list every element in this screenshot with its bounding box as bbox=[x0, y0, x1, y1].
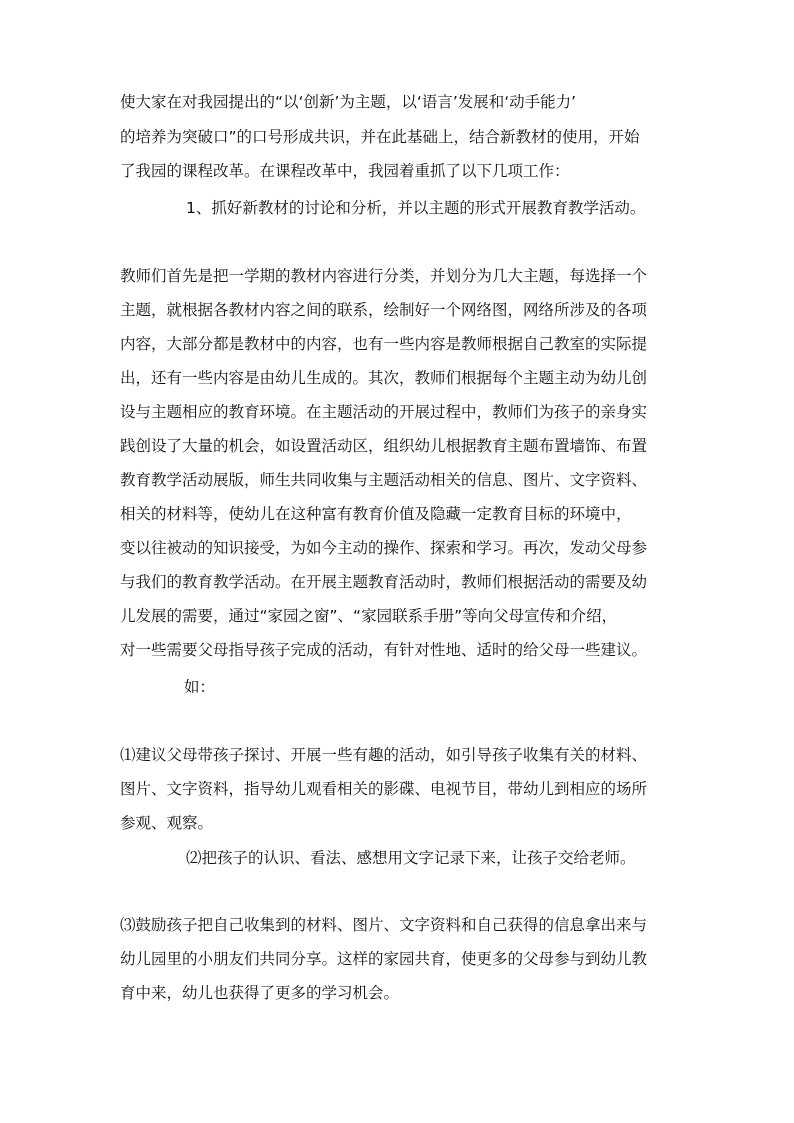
main-line-6: 践创设了大量的机会，如设置活动区，组织幼儿根据教育主题布置墙饰、布置 bbox=[120, 437, 648, 455]
intro-line-2: 的培养为突破口”的口号形成共识，并在此基础上，结合新教材的使用，开始 bbox=[120, 128, 640, 146]
main-line-9: 变以往被动的知识接受，为如今主动的操作、探索和学习。再次，发动父母参 bbox=[120, 539, 648, 557]
main-line-12: 对一些需要父母指导孩子完成的活动，有针对性地、适时的给父母一些建议。 bbox=[120, 641, 648, 659]
main-line-4: 出，还有一些内容是由幼儿生成的。其次，教师们根据每个主题主动为幼儿创 bbox=[120, 369, 648, 387]
main-line-10: 与我们的教育教学活动。在开展主题教育活动时，教师们根据活动的需要及幼 bbox=[120, 573, 648, 591]
point1-line-3: 参观、观察。 bbox=[120, 814, 214, 832]
main-line-11: 儿发展的需要，通过“家园之窗”、“家园联系手册”等向父母宣传和介绍， bbox=[120, 607, 618, 625]
main-line-5: 设与主题相应的教育环境。在主题活动的开展过程中，教师们为孩子的亲身实 bbox=[120, 403, 648, 421]
point3-line-3: 育中来，幼儿也获得了更多的学习机会。 bbox=[120, 984, 400, 1002]
main-line-8: 相关的材料等，使幼儿在这种富有教育价值及隐藏一定教育目标的环境中， bbox=[120, 505, 632, 523]
intro-line-1: 使大家在对我园提出的“以‘创新’为主题，以‘语言’发展和‘动手能力’ bbox=[120, 93, 577, 111]
main-line-3: 内容，大部分都是教材中的内容，也有一些内容是教师根据自己教室的实际提 bbox=[120, 335, 648, 353]
point3-line-1: ⑶鼓励孩子把自己收集到的材料、图片、文字资料和自己获得的信息拿出来与 bbox=[120, 916, 648, 934]
item1-heading: 1、抓好新教材的讨论和分析，并以主题的形式开展教育教学活动。 bbox=[186, 199, 646, 217]
main-line-2: 主题，就根据各教材内容之间的联系，绘制好一个网络图，网络所涉及的各项 bbox=[120, 301, 648, 319]
point1-line-1: ⑴建议父母带孩子探讨、开展一些有趣的活动，如引导孩子收集有关的材料、 bbox=[120, 746, 648, 764]
intro-line-3: 了我园的课程改革。在课程改革中，我园着重抓了以下几项工作： bbox=[120, 162, 570, 180]
main-line-1: 教师们首先是把一学期的教材内容进行分类，并划分为几大主题，每选择一个 bbox=[120, 267, 648, 285]
point2-line: ⑵把孩子的认识、看法、感想用文字记录下来，让孩子交给老师。 bbox=[186, 849, 636, 867]
point3-line-2: 幼儿园里的小朋友们共同分享。这样的家园共育，使更多的父母参与到幼儿教 bbox=[120, 950, 648, 968]
main-line-7: 教育教学活动展版，师生共同收集与主题活动相关的信息、图片、文字资料、 bbox=[120, 471, 648, 489]
point1-line-2: 图片、文字资料，指导幼儿观看相关的影碟、电视节目，带幼儿到相应的场所 bbox=[120, 780, 648, 798]
example-label: 如： bbox=[184, 678, 216, 696]
